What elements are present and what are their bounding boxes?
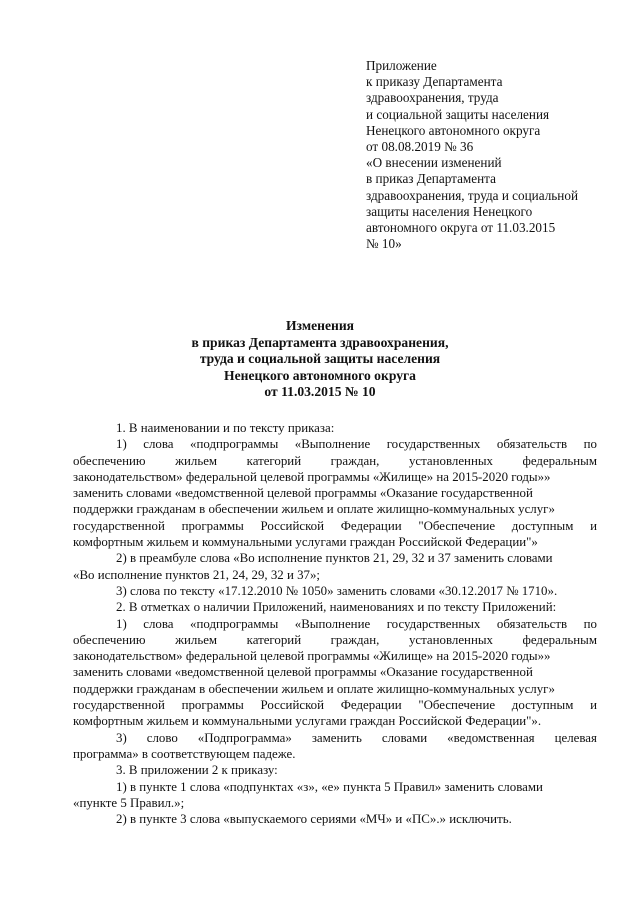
body-line: 3. В приложении 2 к приказу:: [116, 763, 278, 778]
appendix-line: в приказ Департамента: [366, 171, 496, 187]
body-line: 3) слова по тексту «17.12.2010 № 1050» заменить словами «30.12.2017 № 1710».: [116, 583, 558, 598]
word: по: [583, 437, 597, 452]
word: государственной: [73, 518, 165, 533]
word: государственной: [73, 698, 165, 713]
word: обязательств: [496, 616, 568, 631]
word: программы: [181, 518, 244, 533]
body-line: «пункте 5 Правил.»;: [73, 795, 185, 810]
title-line: труда и социальной защиты населения: [199, 351, 441, 367]
document-body: [73, 420, 597, 827]
word: и: [590, 698, 597, 713]
appendix-line: здравоохранения, труда: [366, 90, 499, 106]
title-line: Ненецкого автономного округа: [224, 367, 416, 383]
word: 1): [116, 437, 127, 452]
word: государственных: [386, 437, 481, 452]
appendix-line: № 10»: [366, 236, 402, 252]
word: доступным: [511, 698, 574, 713]
word: по: [583, 616, 597, 631]
word: «ведомственная: [447, 730, 535, 745]
word: доступным: [511, 518, 574, 533]
appendix-line: «О внесении изменений: [366, 155, 502, 171]
document-title: [0, 318, 640, 401]
word: жильем: [175, 453, 218, 468]
word: государственных: [386, 616, 481, 631]
appendix-line: к приказу Департамента: [366, 74, 503, 90]
title-line: от 11.03.2015 № 10: [264, 384, 376, 400]
word: федеральным: [522, 632, 597, 647]
body-line: 1) в пункте 1 слова «подпунктах «з», «е» пункта 5 Правил» заменить словами: [116, 779, 543, 794]
word: слова: [143, 437, 174, 452]
body-line: [73, 697, 597, 713]
word: "Обеспечение: [418, 518, 496, 533]
word: категорий: [246, 453, 302, 468]
body-line: законодательством» федеральной целевой программы «Жилище» на 2015-2020 годы»»: [73, 469, 551, 484]
word: «Выполнение: [294, 616, 371, 631]
word: Федерации: [340, 698, 402, 713]
appendix-line: здравоохранения, труда и социальной: [366, 187, 579, 203]
appendix-line: защиты населения Ненецкого: [366, 203, 533, 219]
word: «Подпрограмма»: [197, 730, 292, 745]
body-line: «Во исполнение пунктов 21, 24, 29, 32 и 37»;: [73, 567, 321, 582]
word: «подпрограммы: [190, 437, 279, 452]
word: обеспечению: [73, 453, 146, 468]
word: граждан,: [330, 632, 380, 647]
body-line: 1. В наименовании и по тексту приказа:: [116, 421, 335, 435]
word: программы: [181, 698, 244, 713]
word: 3): [116, 730, 127, 745]
body-line: [73, 632, 597, 648]
body-line: заменить словами «ведомственной целевой программы «Оказание государственной: [73, 665, 533, 680]
body-line: 2. В отметках о наличии Приложений, наименованиях и по тексту Приложений:: [116, 600, 557, 615]
body-line: поддержки гражданам в обеспечении жильем и оплате жилищно-коммунальных услуг»: [73, 681, 555, 696]
word: обеспечению: [73, 632, 146, 647]
body-line: поддержки гражданам в обеспечении жильем и оплате жилищно-коммунальных услуг»: [73, 502, 555, 517]
appendix-line: Приложение: [366, 58, 437, 73]
body-line: 2) в преамбуле слова «Во исполнение пунктов 21, 29, 32 и 37 заменить словами: [116, 551, 553, 566]
title-line: в приказ Департамента здравоохранения,: [191, 334, 449, 350]
title-line: Изменения: [285, 318, 355, 333]
appendix-line: и социальной защиты населения: [366, 106, 550, 122]
word: словами: [381, 730, 428, 745]
appendix-line: Ненецкого автономного округа: [366, 122, 541, 138]
word: жильем: [175, 632, 218, 647]
word: слово: [146, 730, 178, 745]
word: граждан,: [330, 453, 380, 468]
word: и: [590, 518, 597, 533]
body-line: комфортным жильем и коммунальными услугами граждан Российской Федерации"»: [73, 535, 538, 550]
body-line: комфортным жильем и коммунальными услугами граждан Российской Федерации"».: [73, 714, 542, 729]
body-line: законодательством» федеральной целевой программы «Жилище» на 2015-2020 годы»»: [73, 649, 551, 664]
word: слова: [143, 616, 174, 631]
word: установленных: [408, 632, 493, 647]
word: обязательств: [496, 437, 568, 452]
word: заменить: [311, 730, 362, 745]
word: «Выполнение: [294, 437, 371, 452]
body-line: [73, 453, 597, 469]
word: Российской: [260, 698, 325, 713]
word: 1): [116, 616, 127, 631]
word: категорий: [246, 632, 302, 647]
word: целевая: [554, 730, 597, 745]
body-line: программа» в соответствующем падеже.: [73, 746, 296, 761]
body-line: [73, 616, 597, 632]
body-line: [73, 436, 597, 452]
appendix-block: [366, 58, 606, 252]
word: федеральным: [522, 453, 597, 468]
word: Российской: [260, 518, 325, 533]
body-line: [73, 730, 597, 746]
appendix-line: от 08.08.2019 № 36: [366, 139, 474, 155]
appendix-line: автономного округа от 11.03.2015: [366, 220, 556, 236]
body-line: заменить словами «ведомственной целевой программы «Оказание государственной: [73, 486, 533, 501]
word: "Обеспечение: [418, 698, 496, 713]
body-line: [73, 518, 597, 534]
word: установленных: [408, 453, 493, 468]
word: Федерации: [340, 518, 402, 533]
body-line: 2) в пункте 3 слова «выпускаемого сериями «МЧ» и «ПС».» исключить.: [116, 812, 512, 827]
word: «подпрограммы: [190, 616, 279, 631]
